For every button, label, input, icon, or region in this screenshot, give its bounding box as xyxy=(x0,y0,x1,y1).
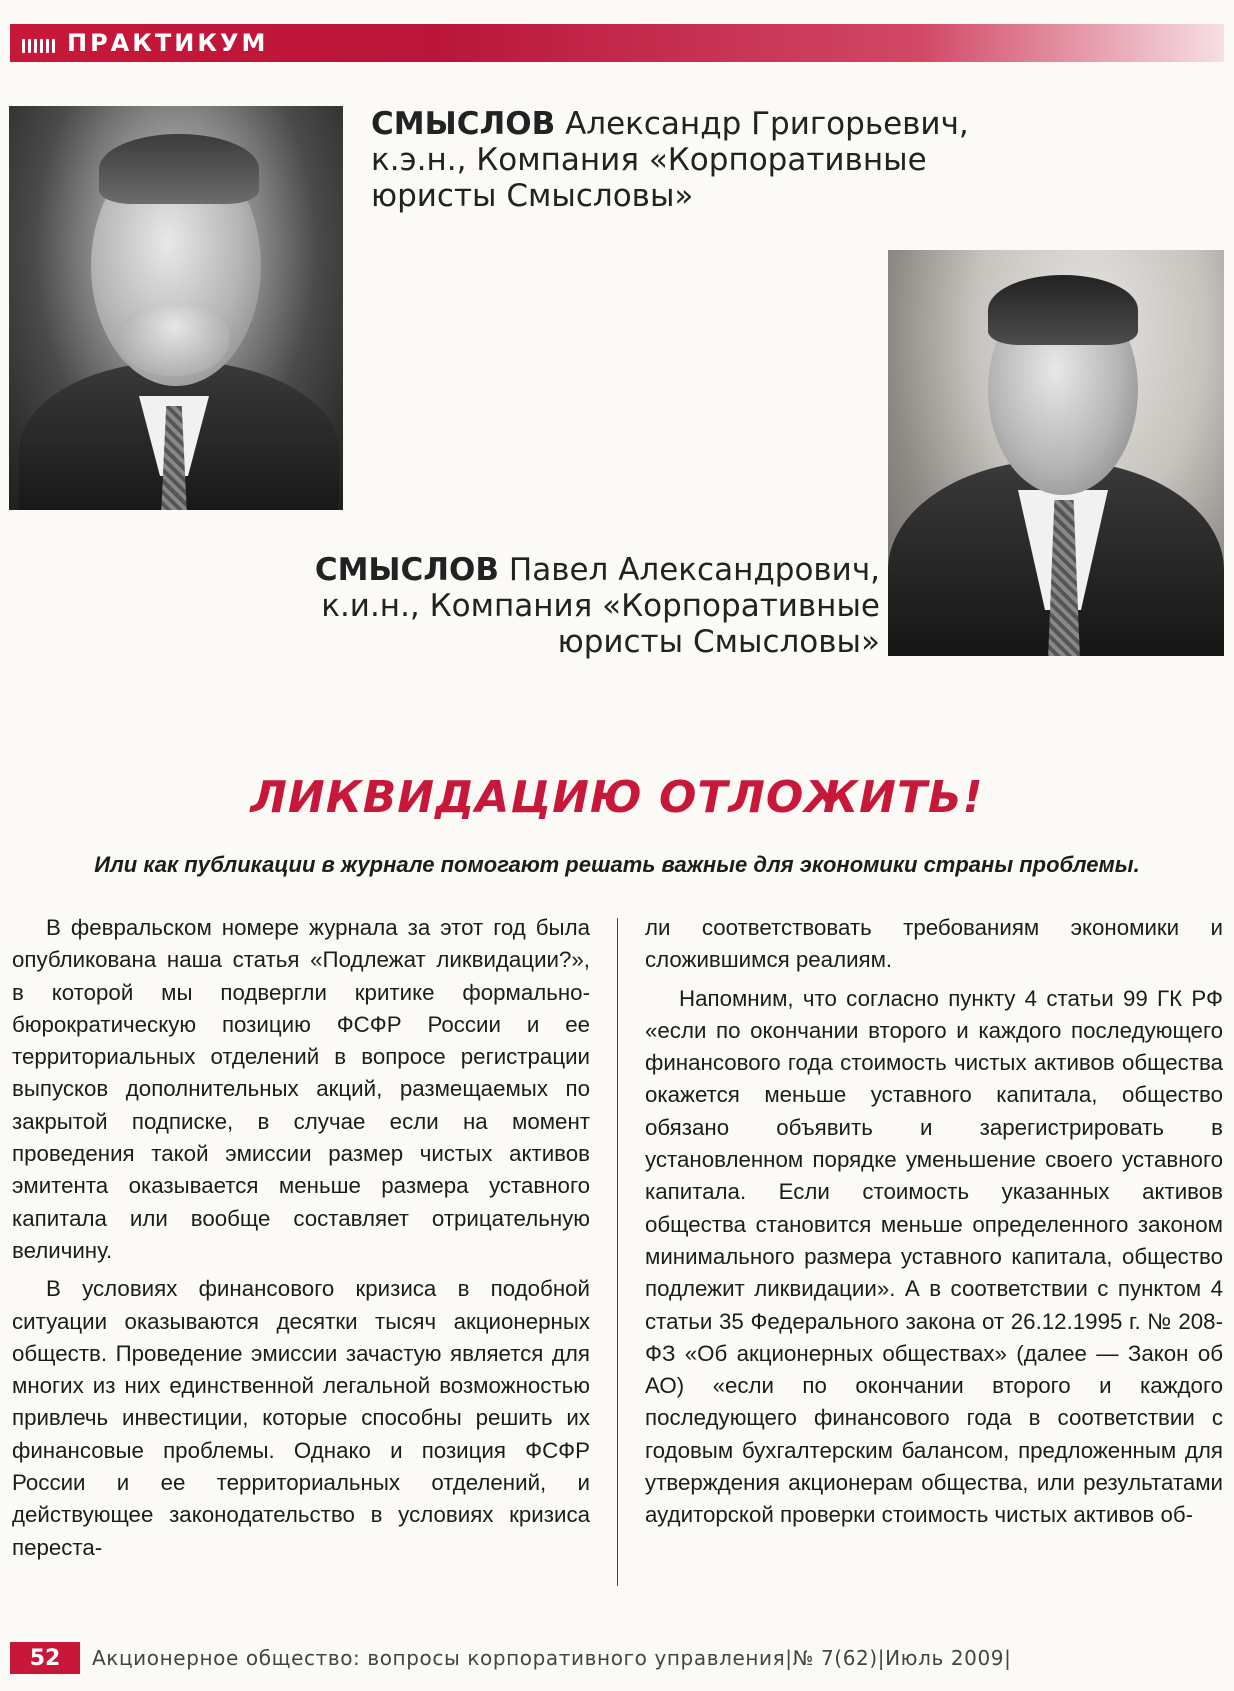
author-given-names: Александр Григорьевич, xyxy=(565,106,969,142)
paragraph: В условиях финансового кризиса в подобной ситуации оказываются десятки тысяч акционерных обществ. Проведение эмиссии зачастую является для многих из них единственной легальной возможностью привлечь инвестиции, которые способны решить их финансовые проблемы. Однако и позиция ФСФР России и ее территориальных отделений, и действующее законодательство в условиях кризиса переста- xyxy=(12,1276,590,1560)
author-block-2 xyxy=(220,552,880,660)
paragraph: Напомним, что согласно пункту 4 статьи 99 ГК РФ «если по окончании второго и каждого последующего финансового года стоимость чистых активов общества окажется меньше уставного капитала, общество обязано объявить и зарегистрировать в установленном порядке уменьшение своего уставного капитала. Если стоимость указанных активов общества становится меньше определенного законом минимального размера уставного капитала, общество подлежит ликвидации». А в соответствии с пунктом 4 статьи 35 Федерального закона от 26.12.1995 г. № 208-ФЗ «Об акционерных обществах» (далее — Закон об АО) «если по окончании второго и каждого последующего финансового года в соответствии с годовым бухгалтерским балансом, предложенным для утверждения акционерам общества, или результатами аудиторской проверки стоимость чистых активов об- xyxy=(645,985,1223,1528)
article-column-2 xyxy=(645,912,1223,1538)
journal-info: Акционерное общество: вопросы корпоративного управления|№ 7(62)|Июль 2009| xyxy=(92,1646,1012,1670)
page-number: 52 xyxy=(10,1642,80,1674)
article-lead: Или как публикации в журнале помогают решать важные для экономики страны проблемы. xyxy=(94,852,1140,877)
author-company: юристы Смысловы» xyxy=(557,624,880,660)
column-divider xyxy=(617,918,618,1586)
author-photo-2 xyxy=(888,250,1224,656)
article-column-1 xyxy=(12,912,590,1570)
paragraph: В февральском номере журнала за этот год была опубликована наша статья «Подлежат ликвидации?», в которой мы подвергли критике формально-бюрократическую позицию ФСФР России и ее территориальных отделений в вопросе регистрации выпусков дополнительных акций, размещаемых по закрытой подписке, в случае если на момент проведения такой эмиссии размер чистых активов эмитента оказывается меньше размера уставного капитала или вообще составляет отрицательную величину. xyxy=(12,915,590,1263)
author-surname: СМЫСЛОВ xyxy=(371,106,556,142)
author-credentials: к.и.н., Компания «Корпоративные xyxy=(321,588,880,624)
author-given-names: Павел Александрович, xyxy=(508,552,880,588)
author-company: юристы Смысловы» xyxy=(371,178,694,214)
section-header-bar xyxy=(10,24,1224,62)
author-surname: СМЫСЛОВ xyxy=(314,552,500,588)
author-block-1 xyxy=(371,106,1071,214)
page-footer xyxy=(10,1642,1011,1674)
columns-icon xyxy=(22,33,55,53)
paragraph: ли соответствовать требованиям экономики и сложившимся реалиям. xyxy=(645,915,1223,973)
section-label: ПРАКТИКУМ xyxy=(67,29,269,57)
author-photo-1 xyxy=(9,106,343,510)
author-credentials: к.э.н., Компания «Корпоративные xyxy=(371,142,927,178)
article-title: ЛИКВИДАЦИЮ ОТЛОЖИТЬ! xyxy=(250,772,984,823)
